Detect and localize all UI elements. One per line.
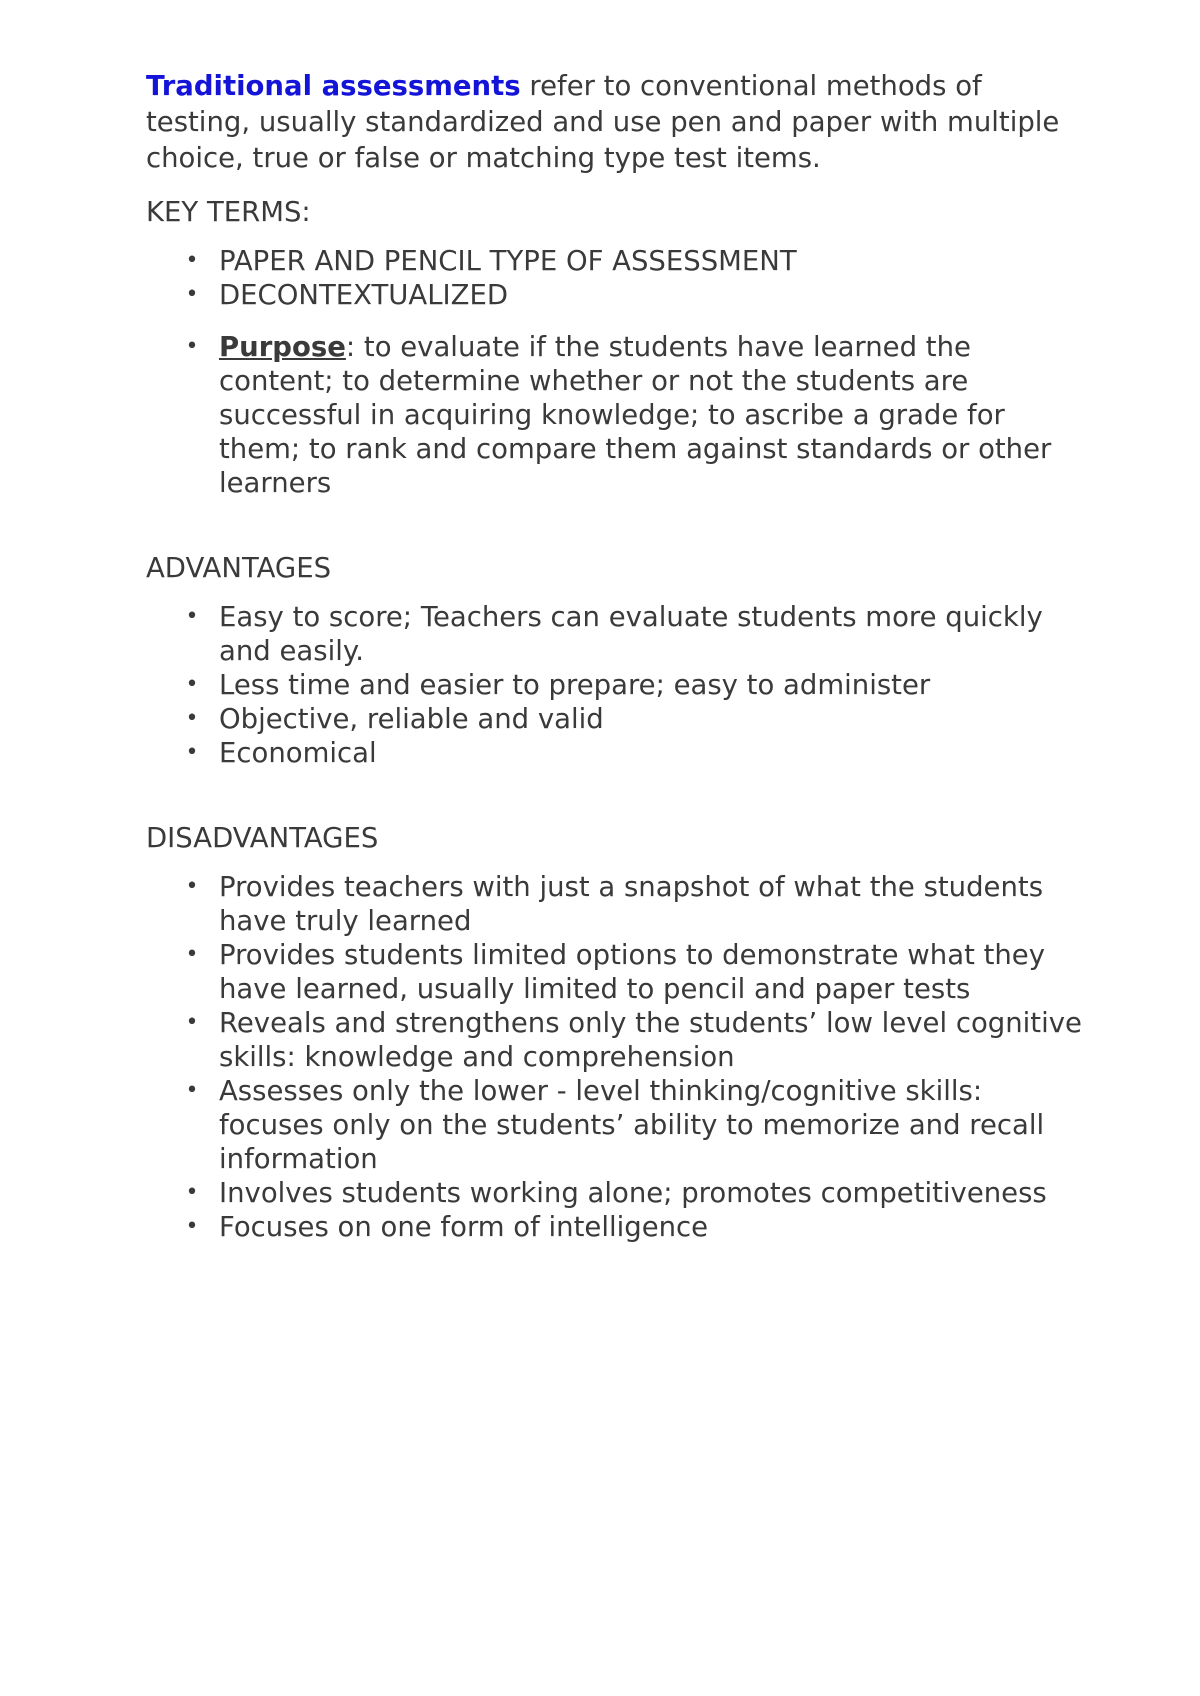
list-item (146, 1210, 1086, 1244)
bullet-icon: • (185, 1214, 199, 1239)
list-item (146, 244, 1086, 278)
list-item-text: Less time and easier to prepare; easy to administer (219, 669, 931, 701)
list-item-text: Reveals and strengthens only the students’ low level cognitive skills: knowledge and comprehension (219, 1007, 1082, 1073)
list-item-text: Focuses on one form of intelligence (219, 1211, 709, 1243)
bullet-icon: • (185, 334, 199, 359)
list-item (146, 1074, 1086, 1176)
key-terms-list (146, 244, 1086, 312)
bullet-icon: • (185, 1078, 199, 1103)
list-item-text: Objective, reliable and valid (219, 703, 604, 735)
bullet-icon: • (185, 1010, 199, 1035)
list-item-text: DECONTEXTUALIZED (219, 279, 509, 311)
list-item (146, 736, 1086, 770)
list-item (146, 1176, 1086, 1210)
advantages-list (146, 600, 1086, 770)
bullet-icon: • (185, 672, 199, 697)
bullet-icon: • (185, 248, 199, 273)
purpose-text: : to evaluate if the students have learned the content; to determine whether or not the students are successful in acquiring knowledge; to ascribe a grade for them; to rank and compare them against standards or other learners (219, 331, 1052, 499)
disadvantages-heading: DISADVANTAGES (146, 822, 379, 854)
bullet-icon: • (185, 942, 199, 967)
list-item-text: Easy to score; Teachers can evaluate students more quickly and easily. (219, 601, 1043, 667)
bullet-icon: • (185, 604, 199, 629)
bullet-icon: • (185, 706, 199, 731)
disadvantages-list (146, 870, 1086, 1244)
list-item (146, 600, 1086, 668)
bullet-icon: • (185, 282, 199, 307)
list-item-text: Economical (219, 737, 377, 769)
purpose-label: Purpose (219, 331, 346, 363)
list-item (146, 278, 1086, 312)
bullet-icon: • (185, 740, 199, 765)
list-item-text: Involves students working alone; promotes competitiveness (219, 1177, 1047, 1209)
bullet-icon: • (185, 874, 199, 899)
list-item (146, 1006, 1086, 1074)
list-item-text: Provides teachers with just a snapshot of what the students have truly learned (219, 871, 1044, 937)
document-page (146, 68, 1086, 1244)
purpose-list (146, 330, 1086, 500)
list-item-text: Provides students limited options to demonstrate what they have learned, usually limited to pencil and paper tests (219, 939, 1045, 1005)
list-item (146, 870, 1086, 938)
list-item (146, 330, 1086, 500)
advantages-heading: ADVANTAGES (146, 552, 332, 584)
list-item-text: PAPER AND PENCIL TYPE OF ASSESSMENT (219, 245, 797, 277)
list-item-text: Assesses only the lower - level thinking/cognitive skills: focuses only on the students’ ability to memorize and recall information (219, 1075, 1045, 1175)
bullet-icon: • (185, 1180, 199, 1205)
list-item (146, 702, 1086, 736)
list-item (146, 668, 1086, 702)
list-item (146, 938, 1086, 1006)
intro-paragraph (146, 68, 1086, 176)
intro-term: Traditional assessments (146, 70, 521, 102)
key-terms-heading: KEY TERMS: (146, 196, 311, 228)
intro-text: refer to conventional methods of testing, usually standardized and use pen and paper with multiple choice, true or false or matching type test items. (146, 70, 1060, 174)
